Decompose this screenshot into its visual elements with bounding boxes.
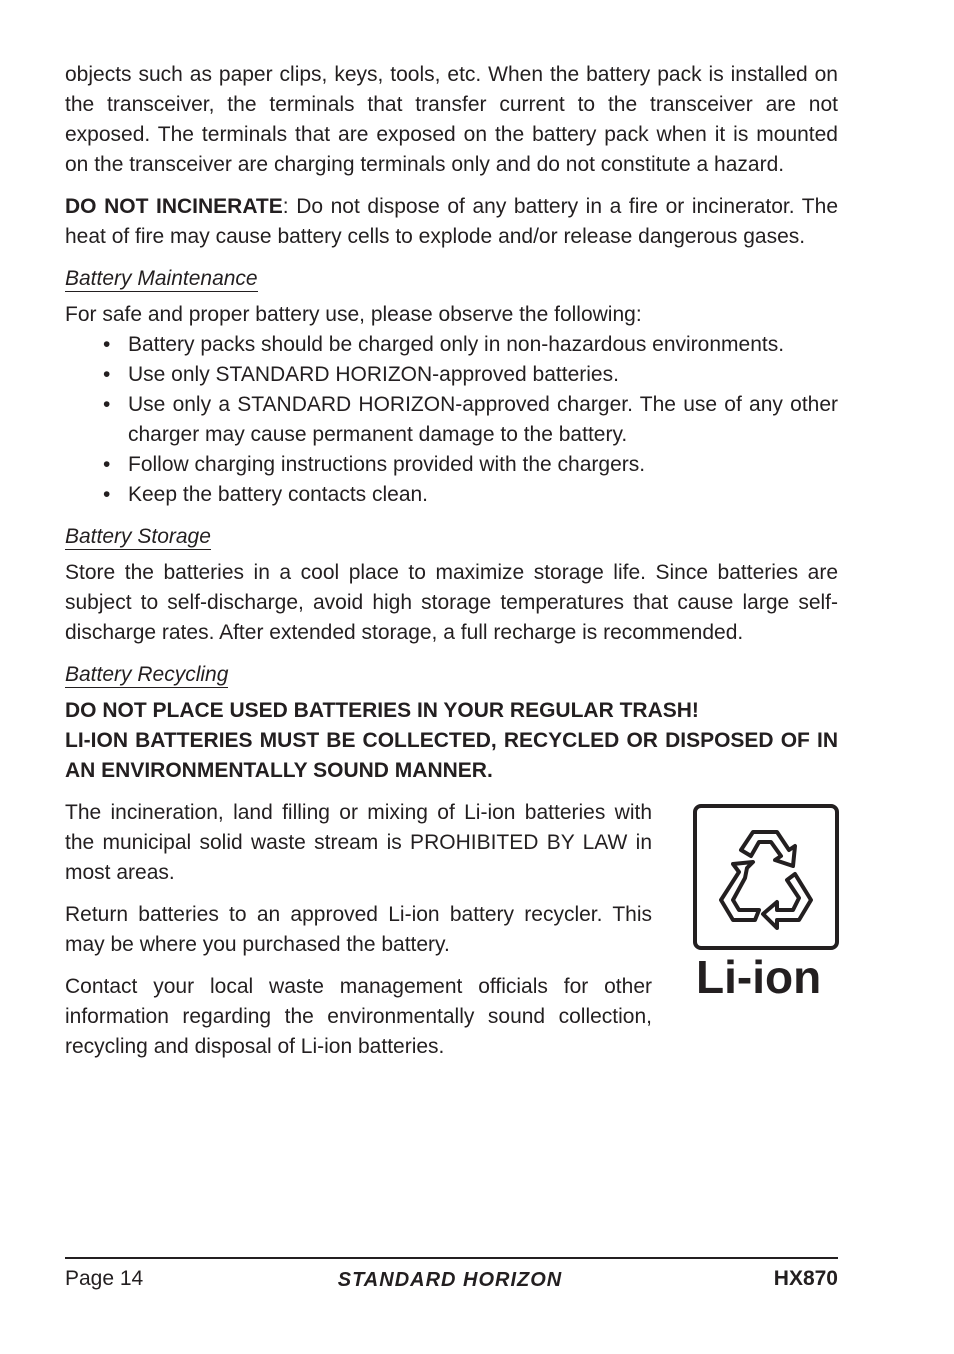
model-name: HX870 <box>773 1267 838 1290</box>
bullet-icon: • <box>103 333 111 356</box>
page-number: Page 14 <box>65 1267 144 1290</box>
page-footer <box>65 1257 838 1299</box>
li-ion-recycle-logo <box>693 804 839 1002</box>
bullet-icon: • <box>103 483 111 506</box>
bullet-icon: • <box>103 453 111 476</box>
warning-line-1: DO NOT PLACE USED BATTERIES IN YOUR REGULAR TRASH! <box>65 699 699 722</box>
recycle-icon <box>693 804 839 950</box>
maintenance-heading: Battery Maintenance <box>65 267 258 290</box>
recycling-paragraph: Contact your local waste management officials for other information regarding the environmentally sound collection, recycling and disposal of Li-ion batteries. <box>65 975 652 1058</box>
maintenance-list <box>65 330 838 510</box>
list-item: • Keep the battery contacts clean. <box>65 480 838 510</box>
maintenance-intro: For safe and proper battery use, please observe the following: <box>65 303 642 326</box>
brand-logo: STANDARD HORIZON <box>337 1269 563 1291</box>
recycling-paragraph: Return batteries to an approved Li-ion battery recycler. This may be where you purchased the battery. <box>65 903 652 956</box>
list-item: • Battery packs should be charged only in non-hazardous environments. <box>65 330 838 360</box>
list-item: • Use only STANDARD HORIZON-approved batteries. <box>65 360 838 390</box>
incinerate-label: DO NOT INCINERATE <box>65 195 283 218</box>
recycling-paragraph: The incineration, land filling or mixing of Li-ion batteries with the municipal solid waste stream is PROHIBITED BY LAW in most areas. <box>65 801 652 884</box>
manual-page <box>65 60 838 1074</box>
bullet-icon: • <box>103 393 111 416</box>
intro-paragraph: objects such as paper clips, keys, tools, etc. When the battery pack is installed on the transceiver, the terminals that transfer current to the transceiver are not exposed. The terminals that are exposed on the battery pack when it is mounted on the transceiver are charging terminals only and do not constitute a hazard. <box>65 63 838 176</box>
recycling-warning <box>65 696 838 786</box>
recycling-heading: Battery Recycling <box>65 663 229 686</box>
incinerate-paragraph <box>65 192 838 252</box>
incinerate-text: : Do not dispose of any battery in a fire or incinerator. The heat of fire may cause battery cells to explode and/or release dangerous gases. <box>65 195 838 248</box>
list-item: • Follow charging instructions provided with the chargers. <box>65 450 838 480</box>
storage-paragraph: Store the batteries in a cool place to maximize storage life. Since batteries are subject to self-discharge, avoid high storage temperatures that cause large self-discharge rates. After extended storage, a full recharge is recommended. <box>65 561 838 644</box>
storage-heading: Battery Storage <box>65 525 211 548</box>
warning-line-2: LI-ION BATTERIES MUST BE COLLECTED, RECYCLED OR DISPOSED OF IN AN ENVIRONMENTALLY SOUND MANNER. <box>65 729 838 782</box>
li-ion-label: Li-ion <box>696 951 822 1003</box>
list-item: • Use only a STANDARD HORIZON-approved charger. The use of any other charger may cause permanent damage to the battery. <box>65 390 838 450</box>
bullet-icon: • <box>103 363 111 386</box>
recycling-section <box>65 798 838 1062</box>
